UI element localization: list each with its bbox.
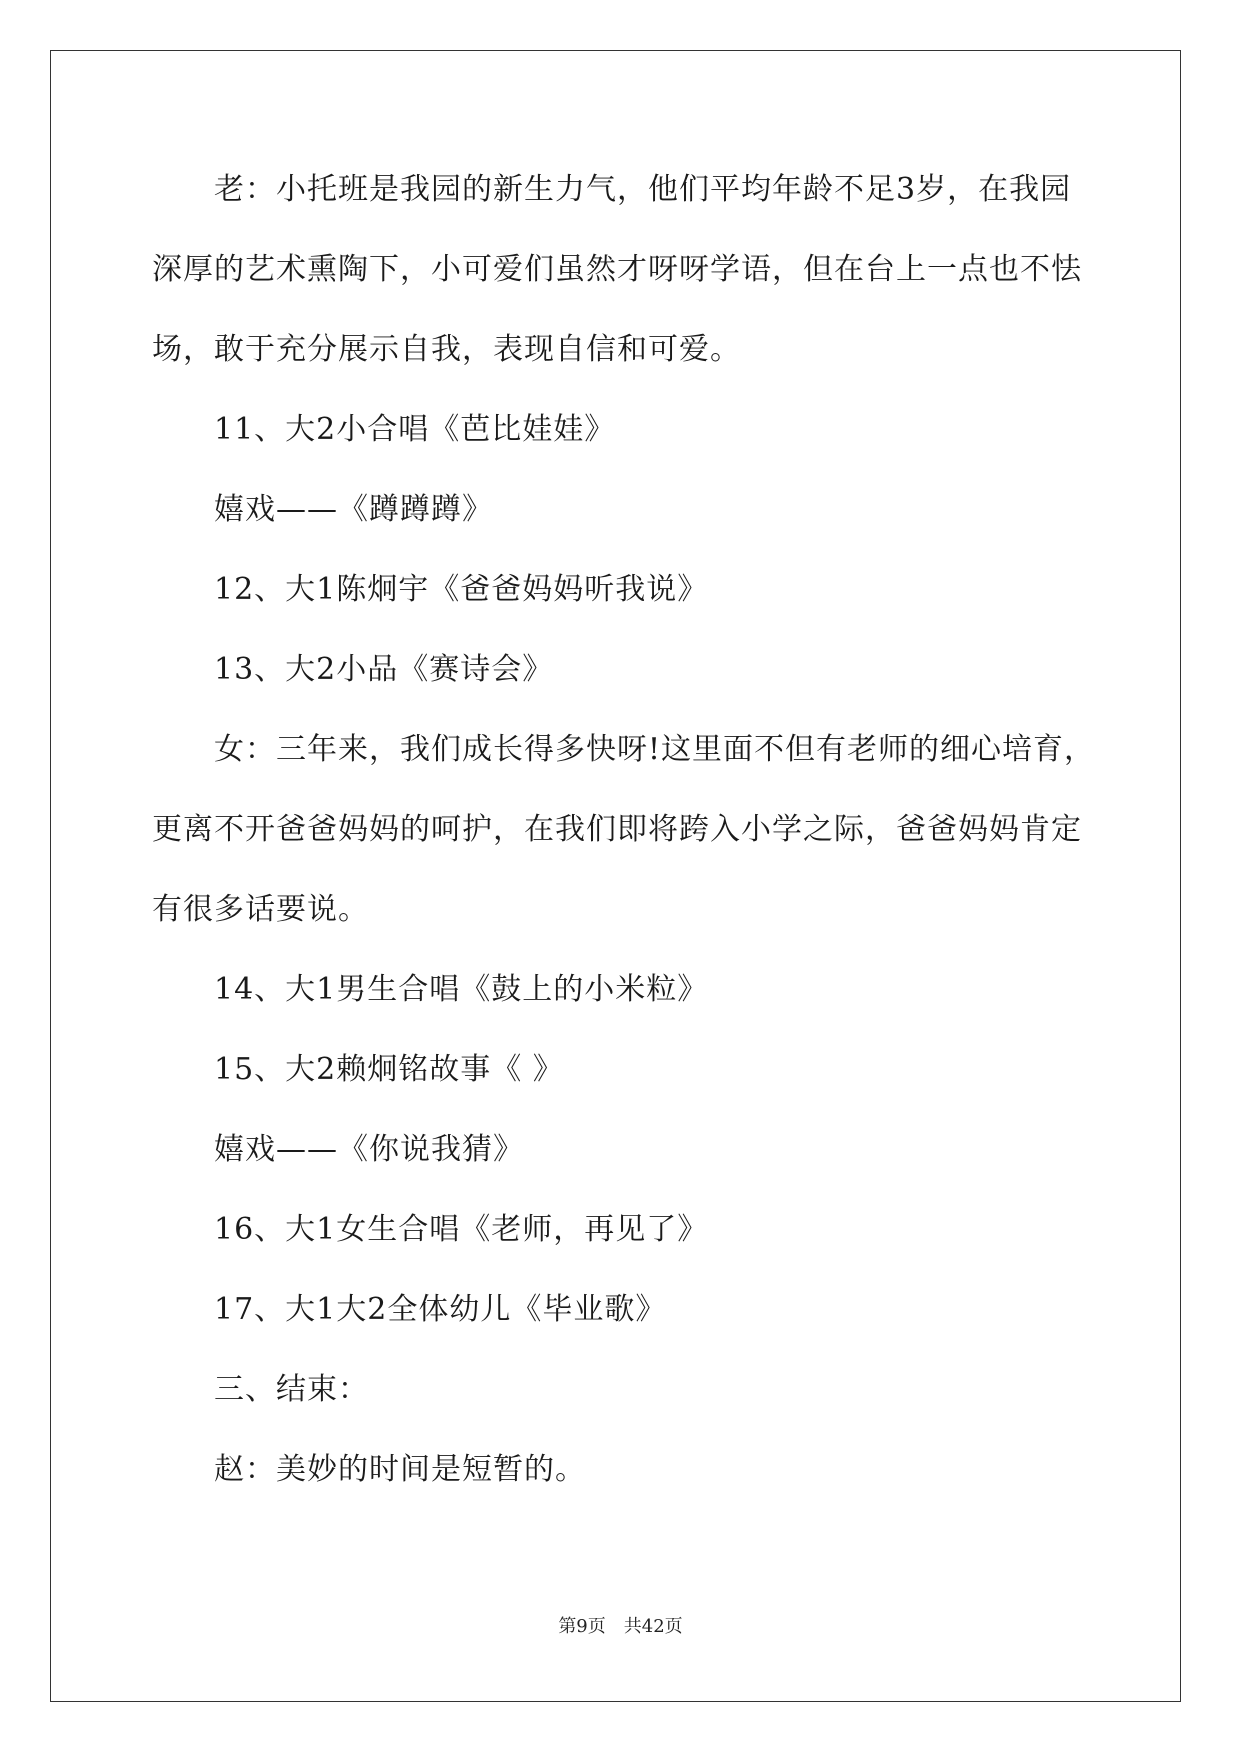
paragraph-line: 赵：美妙的时间是短暂的。 xyxy=(214,1452,586,1487)
paragraph-line: 老：小托班是我园的新生力气，他们平均年龄不足3岁，在我园 xyxy=(214,172,1072,207)
paragraph-line: 有很多话要说。 xyxy=(152,892,369,927)
paragraph-line: 深厚的艺术熏陶下，小可爱们虽然才呀呀学语，但在台上一点也不怯 xyxy=(152,252,1082,287)
section-heading: 三、结束： xyxy=(214,1372,369,1407)
program-item: 嬉戏——《你说我猜》 xyxy=(214,1132,524,1167)
program-item: 14、大1男生合唱《鼓上的小米粒》 xyxy=(214,972,709,1007)
program-item: 15、大2赖炯铭故事《 》 xyxy=(214,1052,564,1087)
paragraph-line: 女：三年来，我们成长得多快呀!这里面不但有老师的细心培育， xyxy=(214,732,1096,767)
paragraph-line: 更离不开爸爸妈妈的呵护，在我们即将跨入小学之际，爸爸妈妈肯定 xyxy=(152,812,1082,847)
program-item: 12、大1陈炯宇《爸爸妈妈听我说》 xyxy=(214,572,709,607)
program-item: 16、大1女生合唱《老师，再见了》 xyxy=(214,1212,709,1247)
program-item: 嬉戏——《蹲蹲蹲》 xyxy=(214,492,493,527)
program-item: 17、大1大2全体幼儿《毕业歌》 xyxy=(214,1292,667,1327)
page-number-footer: 第9页 共42页 xyxy=(558,1616,683,1637)
paragraph-line: 场，敢于充分展示自我，表现自信和可爱。 xyxy=(152,332,741,367)
program-item: 13、大2小品《赛诗会》 xyxy=(214,652,554,687)
program-item: 11、大2小合唱《芭比娃娃》 xyxy=(214,412,616,447)
